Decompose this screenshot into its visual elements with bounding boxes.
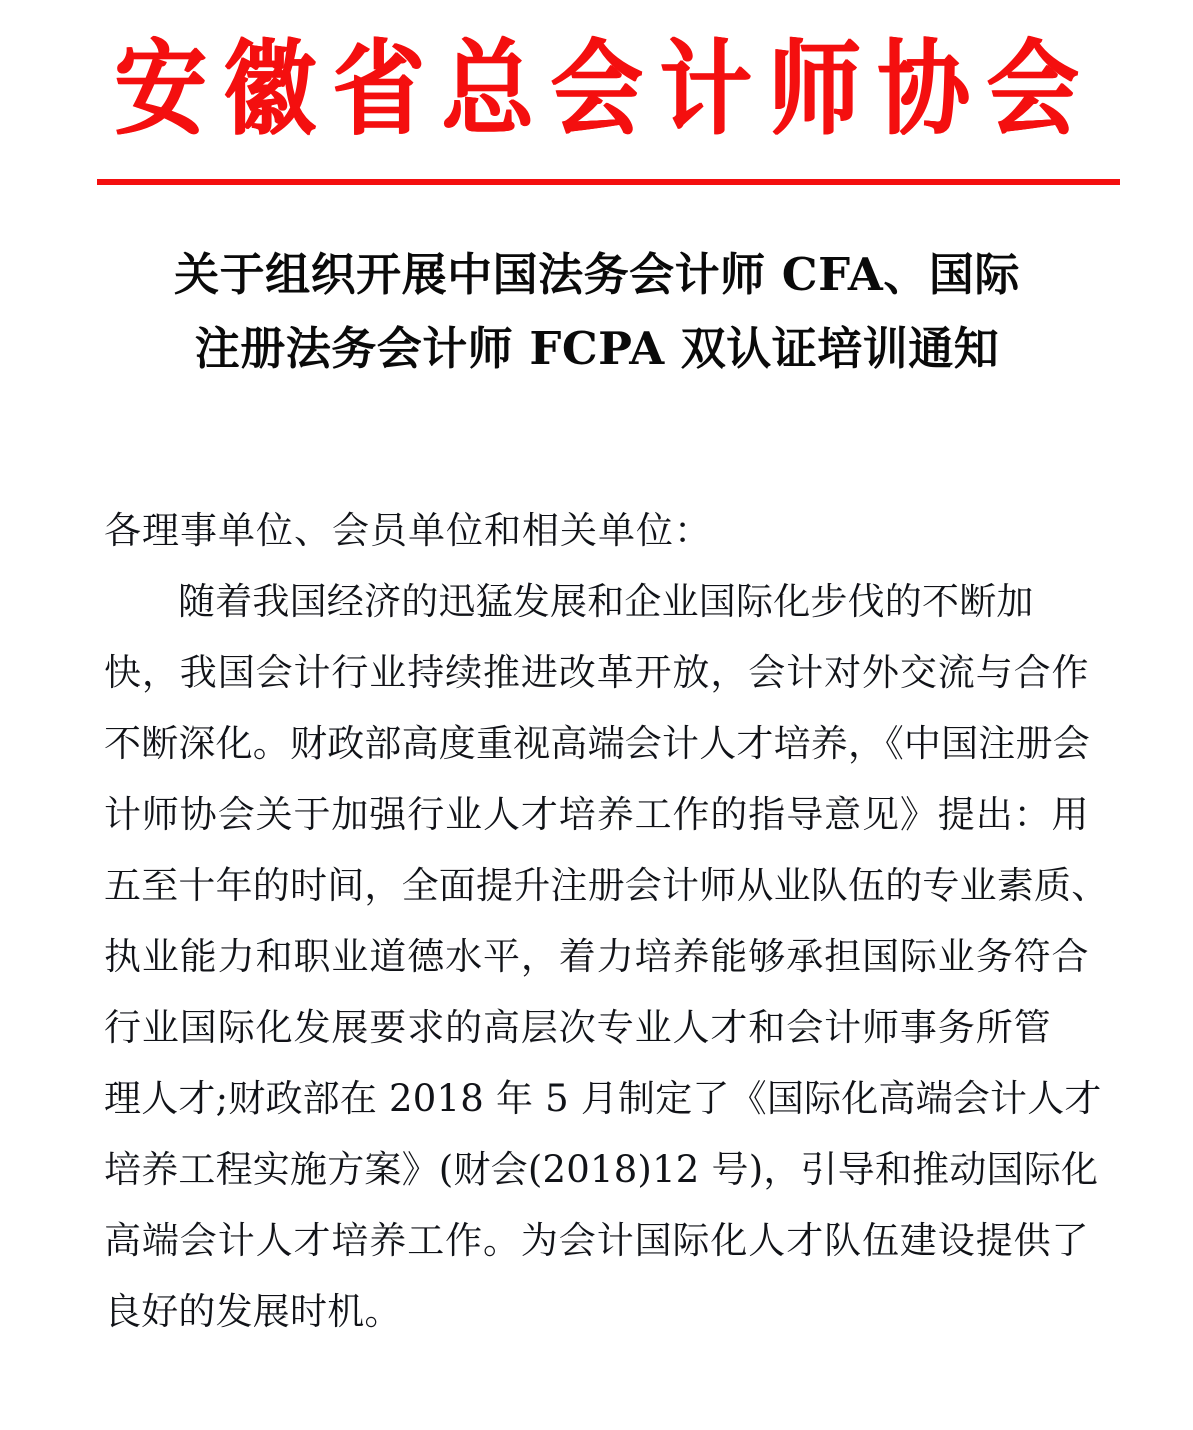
body-line-4: 计师协会关于加强行业人才培养工作的指导意见》提出：用 [104,793,1090,836]
body-line-6: 执业能力和职业道德水平，着力培养能够承担国际业务符合 [104,935,1090,978]
body-line-9: 培养工程实施方案》(财会(2018)12 号)，引导和推动国际化 [104,1148,1099,1191]
body-line-10: 高端会计人才培养工作。为会计国际化人才队伍建设提供了 [104,1219,1090,1262]
salutation: 各理事单位、会员单位和相关单位： [104,509,712,552]
body-line-7: 行业国际化发展要求的高层次专业人才和会计师事务所管 [104,1006,1052,1049]
document-title-line-2: 注册法务会计师 FCPA 双认证培训通知 [194,322,1000,375]
document-title-line-1: 关于组织开展中国法务会计师 CFA、国际 [174,248,1020,301]
letterhead [0,28,1193,150]
body-line-8: 理人才;财政部在 2018 年 5 月制定了《国际化高端会计人才 [104,1077,1102,1120]
body-line-2: 快，我国会计行业持续推进改革开放，会计对外交流与合作 [104,651,1090,694]
body-line-3: 不断深化。财政部高度重视高端会计人才培养，《中国注册会 [104,722,1090,765]
document-title [96,238,1098,386]
body-line-1: 随着我国经济的迅猛发展和企业国际化步伐的不断加 [178,580,1034,623]
document-body [104,495,1109,1347]
letterhead-organization-name: 安徽省总会计师协会 [114,28,1096,150]
body-line-5: 五至十年的时间，全面提升注册会计师从业队伍的专业素质、 [104,864,1109,907]
letterhead-red-rule [97,179,1120,185]
body-line-11: 良好的发展时机。 [104,1290,402,1333]
